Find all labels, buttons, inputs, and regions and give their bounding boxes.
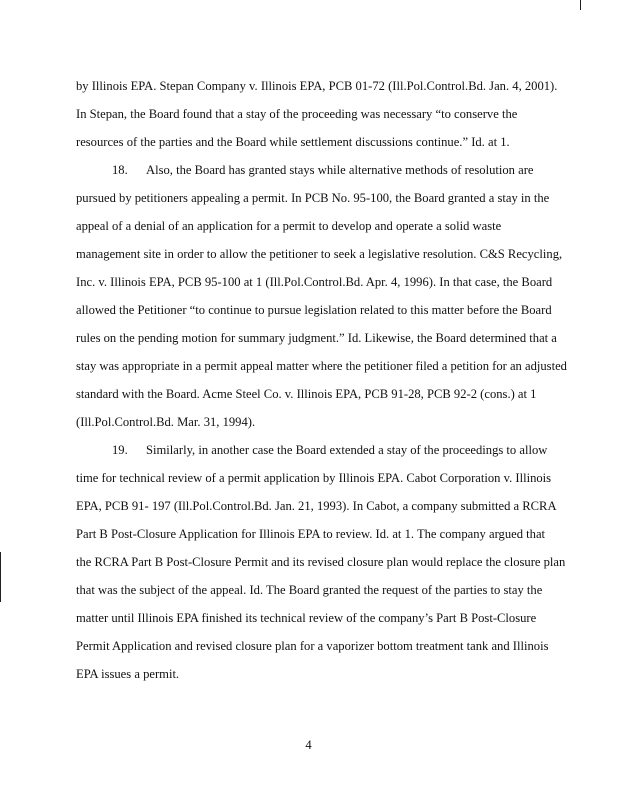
paragraph-number-18: 18. [112, 163, 128, 177]
text-line-10: rules on the pending motion for summary judgment.” Id. Likewise, the Board determined that a [76, 331, 557, 345]
scan-mark-top [580, 0, 581, 10]
text-line-6: appeal of a denial of an application for a permit to develop and operate a solid waste [76, 219, 502, 233]
text-line-16: EPA, PCB 91- 197 (Ill.Pol.Control.Bd. Jan. 21, 1993). In Cabot, a company submitted a RCRA [76, 499, 557, 513]
text-line-3: resources of the parties and the Board while settlement discussions continue.” Id. at 1. [76, 135, 510, 149]
text-line-1: by Illinois EPA. Stepan Company v. Illinois EPA, PCB 01-72 (Ill.Pol.Control.Bd. Jan. 4, 2001). [76, 79, 558, 93]
text-line-15: time for technical review of a permit application by Illinois EPA. Cabot Corporation v. Illinois [76, 471, 552, 485]
text-line-4: Also, the Board has granted stays while alternative methods of resolution are [146, 163, 534, 177]
text-line-12: standard with the Board. Acme Steel Co. v. Illinois EPA, PCB 91-28, PCB 92-2 (cons.) at 1 [76, 387, 537, 401]
text-line-5: pursued by petitioners appealing a permit. In PCB No. 95-100, the Board granted a stay in the [76, 191, 550, 205]
text-line-20: matter until Illinois EPA finished its technical review of the company’s Part B Post-Closure [76, 611, 537, 625]
text-line-22: EPA issues a permit. [76, 667, 180, 681]
text-line-17: Part B Post-Closure Application for Illinois EPA to review. Id. at 1. The company argued that [76, 527, 546, 541]
text-line-11: stay was appropriate in a permit appeal matter where the petitioner filed a petition for an adjusted [76, 359, 567, 373]
text-line-18: the RCRA Part B Post-Closure Permit and its revised closure plan would replace the closure plan [76, 555, 566, 569]
text-line-14: Similarly, in another case the Board extended a stay of the proceedings to allow [146, 443, 548, 457]
page-number: 4 [305, 738, 312, 752]
text-line-21: Permit Application and revised closure plan for a vaporizer bottom treatment tank and Illinois [76, 639, 549, 653]
text-line-8: Inc. v. Illinois EPA, PCB 95-100 at 1 (Ill.Pol.Control.Bd. Apr. 4, 1996). In that case, the Board [76, 275, 553, 289]
text-line-2: In Stepan, the Board found that a stay of the proceeding was necessary “to conserve the [76, 107, 518, 121]
text-line-7: management site in order to allow the petitioner to seek a legislative resolution. C&S Recycling, [76, 247, 563, 261]
paragraph-number-19: 19. [112, 443, 128, 457]
text-line-13: (Ill.Pol.Control.Bd. Mar. 31, 1994). [76, 415, 256, 429]
scan-mark-left [0, 552, 1, 602]
text-line-9: allowed the Petitioner “to continue to pursue legislation related to this matter before the Board [76, 303, 552, 317]
text-line-19: that was the subject of the appeal. Id. The Board granted the request of the parties to stay the [76, 583, 543, 597]
